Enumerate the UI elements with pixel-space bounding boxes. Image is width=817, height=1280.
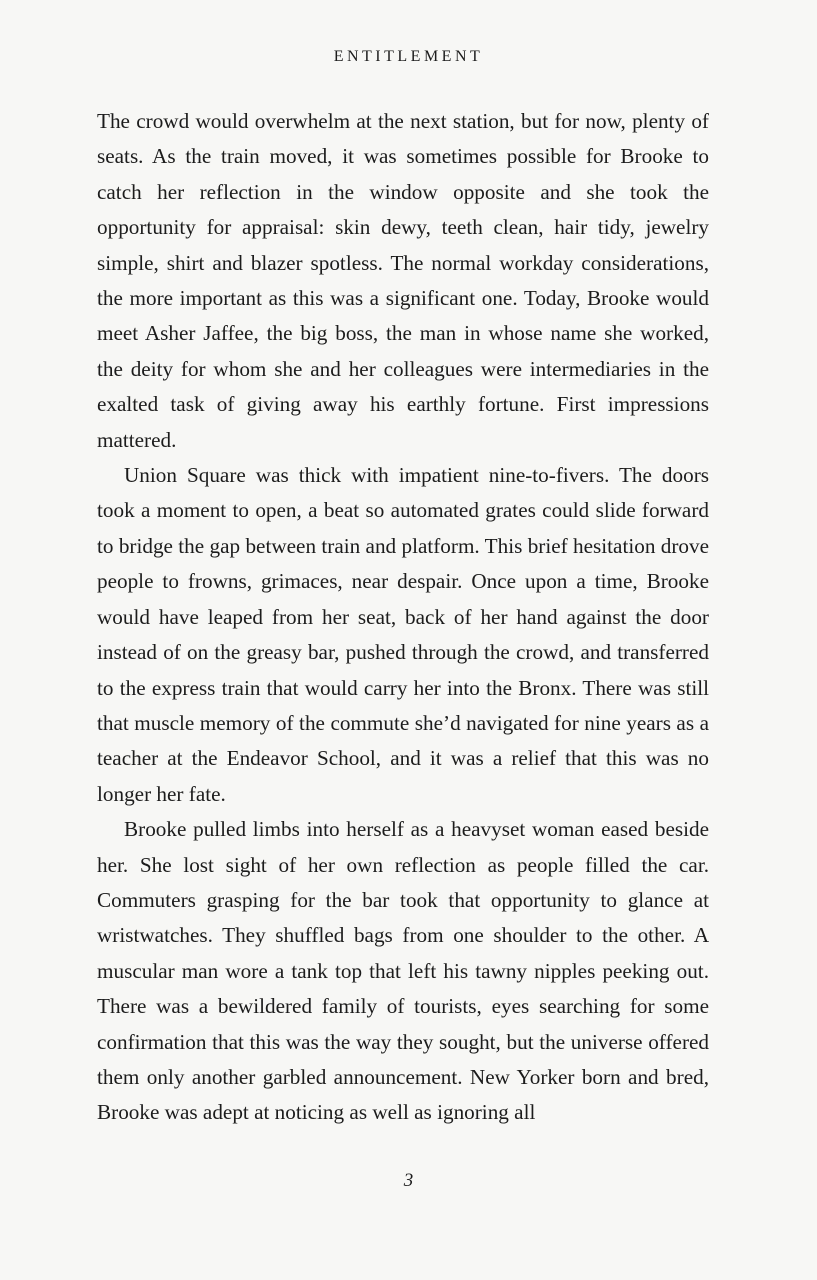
body-text <box>97 104 709 1131</box>
paragraph-3: Brooke pulled limbs into herself as a heavyset woman eased beside her. She lost sight of her own reflection as people filled the car. Commuters grasping for the bar took that opportunity to glance at wristwatches. They shuffled bags from one shoulder to the other. A muscular man wore a tank top that left his tawny nipples peeking out. There was a bewildered family of tourists, eyes searching for some confirmation that this was the way they sought, but the universe offered them only another garbled announcement. New Yorker born and bred, Brooke was adept at noticing as well as ignoring all <box>97 817 709 1125</box>
paragraph-1: The crowd would overwhelm at the next station, but for now, plenty of seats. As the train moved, it was sometimes possible for Brooke to catch her reflection in the window opposite and she took the opportunity for appraisal: skin dewy, teeth clean, hair tidy, jewelry simple, shirt and blazer spotless. The normal workday considerations, the more important as this was a significant one. Today, Brooke would meet Asher Jaffee, the big boss, the man in whose name she worked, the deity for whom she and her colleagues were intermediaries in the exalted task of giving away his earthly fortune. First impressions mattered. <box>97 109 709 452</box>
page-number: 3 <box>403 1170 414 1191</box>
running-header: ENTITLEMENT <box>333 48 484 65</box>
paragraph-2: Union Square was thick with impatient nine-to-fivers. The doors took a moment to open, a beat so automated grates could slide forward to bridge the gap between train and platform. This brief hesitation drove people to frowns, grimaces, near despair. Once upon a time, Brooke would have leaped from her seat, back of her hand against the door instead of on the greasy bar, pushed through the crowd, and transferred to the express train that would carry her into the Bronx. There was still that muscle memory of the commute she’d navigated for nine years as a teacher at the Endeavor School, and it was a relief that this was no longer her fate. <box>97 463 709 806</box>
